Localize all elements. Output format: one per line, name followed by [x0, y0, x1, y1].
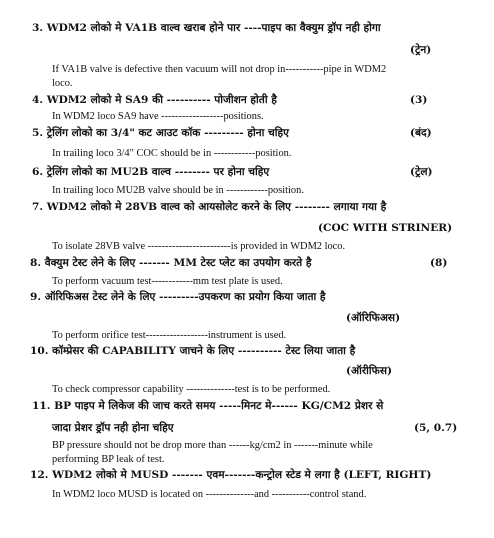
question-4-answer: (3): [410, 94, 428, 106]
question-11-hindi-cont: जादा प्रेशर ड्रॉप नही होना चहिए: [52, 422, 174, 434]
question-4-english: In WDM2 loco SA9 have ------------------positions.: [52, 111, 264, 122]
question-6-hindi: 6. ट्रेलिंग लोको का MU2B वाल्व -------- पर होना चहिए: [32, 166, 270, 178]
question-10-english: To check compressor capability --------------test is to be performed.: [52, 384, 331, 395]
question-6-english: In trailing loco MU2B valve should be in ------------position.: [52, 185, 304, 196]
question-8-answer: (8): [430, 257, 448, 269]
question-7-hindi: 7. WDM2 लोको मे 28VB वाल्व को आयसोलेट करने के लिए -------- लगाया गया है: [32, 201, 387, 213]
question-5-english: In trailing loco 3/4" COC should be in ------------position.: [52, 148, 292, 159]
question-8-english: To perform vacuum test------------mm test plate is used.: [52, 276, 283, 287]
question-5-hindi: 5. ट्रेलिंग लोको का 3/4" कट आउट कॉक --------- होना चहिए: [32, 127, 289, 139]
question-11-english-cont: performing BP leak of test.: [52, 454, 165, 465]
question-3-english-cont: loco.: [52, 78, 73, 89]
question-7-answer: (COC WITH STRINER): [318, 222, 453, 234]
question-9-english: To perform orifice test------------------instrument is used.: [52, 330, 287, 341]
question-12-hindi: 12. WDM2 लोको मे MUSD ------- एवम-------कन्ट्रोल स्टेड मे लगा है (LEFT, RIGHT): [30, 469, 432, 481]
question-11-answer: (5, 0.7): [414, 422, 458, 434]
question-3-english: If VA1B valve is defective then vacuum will not drop in-----------pipe in WDM2: [52, 64, 387, 75]
question-4-hindi: 4. WDM2 लोको मे SA9 की ---------- पोजीशन होती है: [32, 94, 277, 106]
question-9-hindi: 9. ऑरिफिअस टेस्ट लेने के लिए ---------उपकरण का प्रयोग किया जाता है: [30, 291, 326, 303]
question-3-hindi: 3. WDM2 लोको मे VA1B वाल्व खराब होने पार ----पाइप का वैक्युम ड्रॉप नही होगा: [32, 22, 381, 34]
question-11-hindi: 11. BP पाइप मे लिकेज की जाच करते समय -----मिनट मे------ KG/CM2 प्रेशर से: [32, 400, 384, 412]
question-7-english: To isolate 28VB valve ------------------------is provided in WDM2 loco.: [52, 241, 346, 252]
question-11-english: BP pressure should not be drop more than ------kg/cm2 in -------minute while: [52, 440, 373, 451]
question-9-answer: (ऑरिफिअस): [346, 312, 401, 324]
question-8-hindi: 8. वैक्युम टेस्ट लेने के लिए ------- MM टेस्ट प्लेट का उपयोग करते है: [30, 257, 312, 269]
question-12-english: In WDM2 loco MUSD is located on --------------and -----------control stand.: [52, 489, 367, 500]
question-5-answer: (बंद): [410, 127, 432, 139]
question-6-answer: (ट्रेल): [410, 166, 433, 178]
question-3-answer: (ट्रेन): [410, 44, 432, 56]
question-10-hindi: 10. कॉम्प्रेसर की CAPABILITY जाचने के लिए ---------- टेस्ट लिया जाता है: [30, 345, 356, 357]
question-10-answer: (ऑरीफिस): [346, 365, 393, 377]
